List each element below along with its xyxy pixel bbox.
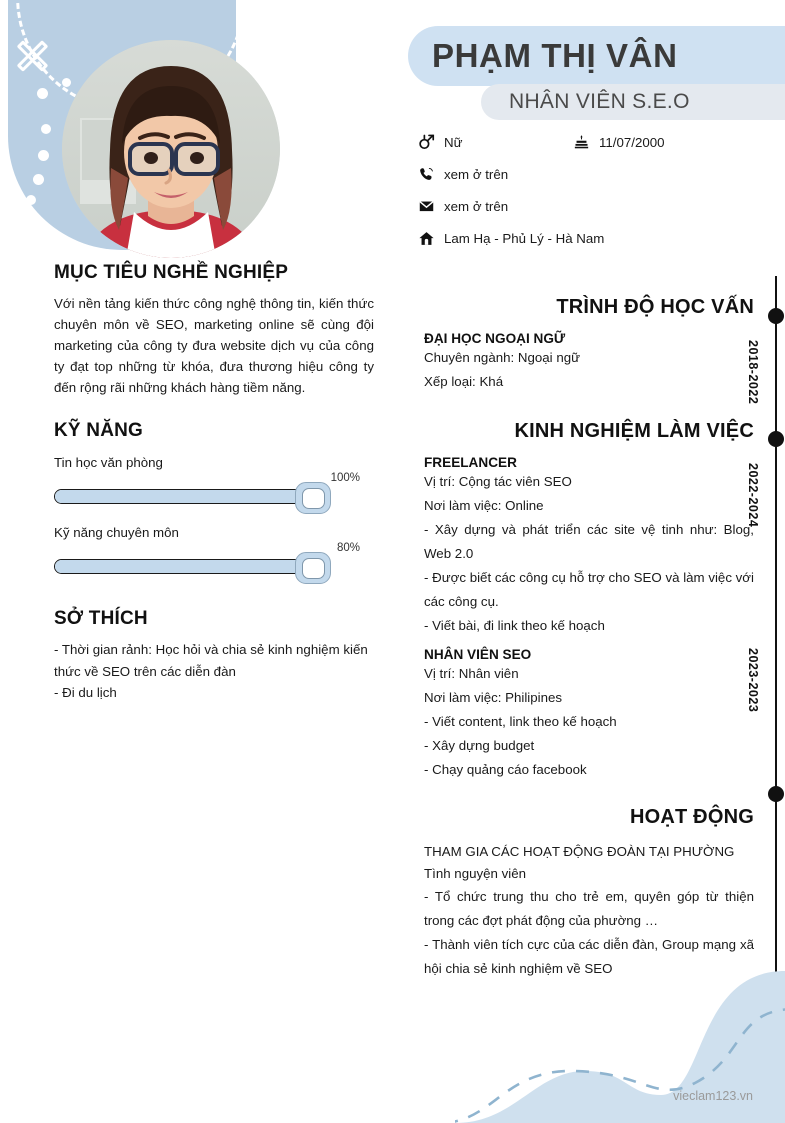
- left-column: [54, 262, 374, 704]
- contact-info: [418, 126, 778, 254]
- experience-line: - Viết content, link theo kế hoạch: [424, 714, 617, 729]
- decorative-dot: [41, 124, 51, 134]
- skill-item: [54, 525, 374, 582]
- skills-title: KỸ NĂNG: [54, 420, 144, 441]
- timeline-dot: [768, 431, 784, 447]
- birthday-value: 11/07/2000: [599, 134, 665, 150]
- skill-percent: 100%: [330, 472, 360, 484]
- x-mark-icon: [14, 38, 50, 74]
- decorative-dot: [38, 150, 49, 161]
- experience-line: - Xây dựng và phát triển các site vệ tinh như: Blog, Web 2.0: [424, 522, 754, 561]
- email-value: xem ở trên: [444, 198, 509, 214]
- experience-entry: [424, 455, 754, 638]
- timeline-dot: [768, 786, 784, 802]
- decorative-dot: [14, 215, 25, 226]
- home-icon: [418, 230, 444, 247]
- experience-line: - Viết bài, đi link theo kế hoạch: [424, 618, 605, 633]
- decorative-dot: [62, 78, 71, 87]
- skill-label: Kỹ năng chuyên môn: [54, 525, 179, 540]
- activities-line: - Tổ chức trung thu cho trẻ em, quyên góp từ thiện trong các đợt phát động của phường …: [424, 889, 754, 928]
- experience-company: FREELANCER: [424, 455, 517, 470]
- candidate-name: PHẠM THỊ VÂN: [432, 37, 678, 74]
- education-title: TRÌNH ĐỘ HỌC VẤN: [556, 296, 754, 318]
- address-value: Lam Hạ - Phủ Lý - Hà Nam: [444, 230, 605, 246]
- avatar: [62, 40, 280, 258]
- skill-bar-knob[interactable]: [295, 552, 331, 584]
- contact-row-email: [418, 190, 778, 222]
- decorative-dot: [37, 88, 48, 99]
- activities-line: - Thành viên tích cực của các diễn đàn, Group mạng xã hội chia sẻ kinh nghiệm về SEO: [424, 937, 754, 976]
- contact-row-gender: [418, 126, 778, 158]
- decorative-dot: [26, 195, 36, 205]
- education-school: ĐẠI HỌC NGOẠI NGỮ: [424, 331, 566, 346]
- job-title: NHÂN VIÊN S.E.O: [509, 90, 690, 113]
- skill-bar-track: [54, 559, 312, 574]
- job-title-banner: [481, 84, 785, 120]
- email-icon: [418, 198, 444, 215]
- skill-bar[interactable]: [54, 482, 374, 512]
- activities-title: HOẠT ĐỘNG: [629, 806, 754, 828]
- candidate-name-banner: [408, 26, 785, 86]
- contact-row-address: [418, 222, 778, 254]
- experience-line: - Chạy quảng cáo facebook: [424, 762, 587, 777]
- decorative-dot: [33, 174, 44, 185]
- experience-title: KINH NGHIỆM LÀM VIỆC: [514, 420, 754, 442]
- skill-bar-fill: [55, 560, 311, 573]
- skill-bar-fill: [55, 490, 311, 503]
- skill-bar-knob[interactable]: [295, 482, 331, 514]
- education-section: [424, 296, 754, 394]
- education-date: 2018-2022: [746, 340, 760, 405]
- skill-bar-track: [54, 489, 312, 504]
- phone-icon: [418, 166, 444, 183]
- skill-percent: 80%: [336, 542, 360, 554]
- skills-section: [54, 420, 374, 582]
- contact-row-phone: [418, 158, 778, 190]
- experience-line: - Xây dựng budget: [424, 738, 535, 753]
- experience-date: 2022-2024: [746, 463, 760, 528]
- education-line: Xếp loại: Khá: [424, 374, 504, 389]
- hobby-line: - Đi du lịch: [54, 685, 117, 700]
- timeline-line: [775, 276, 777, 982]
- experience-date: 2023-2023: [746, 648, 760, 713]
- experience-entry: [424, 647, 754, 782]
- phone-value: xem ở trên: [444, 166, 509, 182]
- hobby-line: - Thời gian rảnh: Học hỏi và chia sẻ kinh nghiệm kiến thức về SEO trên các diễn đàn: [54, 642, 368, 679]
- activities-heading: THAM GIA CÁC HOẠT ĐỘNG ĐOÀN TẠI PHƯỜNG: [424, 844, 735, 859]
- timeline-dot: [768, 308, 784, 324]
- experience-line: Nơi làm việc: Online: [424, 498, 544, 513]
- gender-value: Nữ: [444, 134, 463, 150]
- experience-line: Vị trí: Nhân viên: [424, 666, 519, 681]
- experience-line: Nơi làm việc: Philipines: [424, 690, 563, 705]
- education-line: Chuyên ngành: Ngoại ngữ: [424, 350, 581, 365]
- activities-subheading: Tình nguyện viên: [424, 866, 527, 881]
- birthday-cake-icon: [573, 134, 599, 151]
- watermark: vieclam123.vn: [673, 1089, 753, 1103]
- hobbies-section: [54, 608, 374, 704]
- experience-company: NHÂN VIÊN SEO: [424, 647, 532, 662]
- hobbies-title: SỞ THÍCH: [54, 608, 148, 629]
- contact-row-birthday: [573, 126, 665, 158]
- objective-text: Với nền tảng kiến thức công nghệ thông tin, kiến thức chuyên môn về SEO, marketing online sẽ cùng đội marketing của công ty đưa website dịch vụ của công ty đạt top những từ khóa, đưa thương hiệu công ty đến rộng rãi những khách hàng tiềm năng.: [54, 296, 374, 395]
- experience-line: Vị trí: Cộng tác viên SEO: [424, 474, 572, 489]
- gender-icon: [418, 134, 444, 151]
- objective-title: MỤC TIÊU NGHỀ NGHIỆP: [54, 262, 289, 283]
- skill-bar[interactable]: [54, 552, 374, 582]
- skill-item: [54, 455, 374, 512]
- experience-section: [424, 420, 754, 782]
- skill-label: Tin học văn phòng: [54, 455, 163, 470]
- experience-line: - Được biết các công cụ hỗ trợ cho SEO và làm việc với các công cụ.: [424, 570, 754, 609]
